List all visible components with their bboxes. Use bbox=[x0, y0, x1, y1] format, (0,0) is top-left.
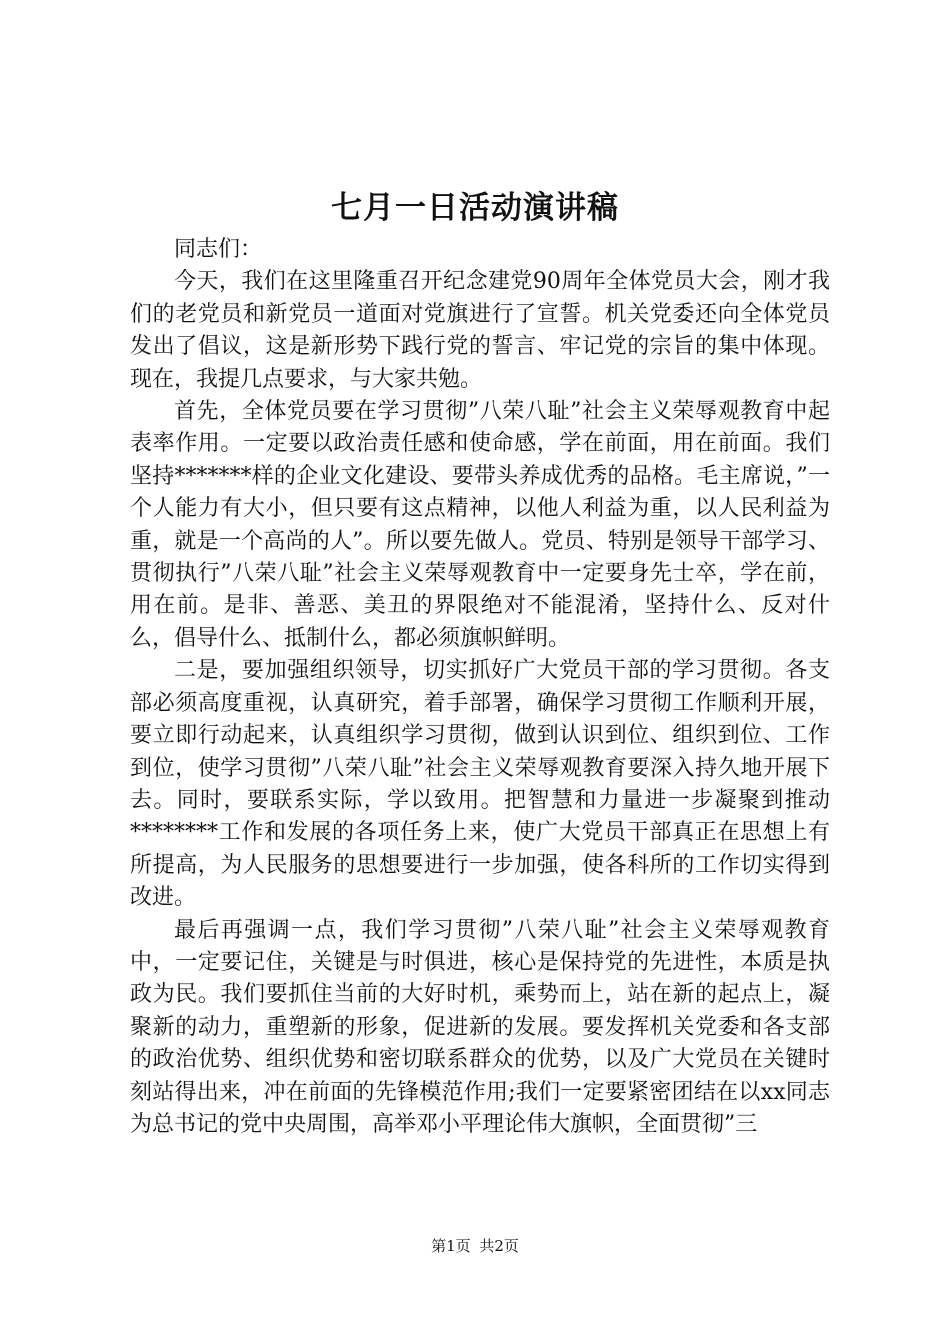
salutation-paragraph: 同志们： bbox=[174, 237, 263, 262]
document-body bbox=[130, 234, 830, 1141]
page-footer: 第1页 共2页 bbox=[431, 1237, 519, 1255]
second-point-paragraph: 二是，要加强组织领导，切实抓好广大党员干部的学习贯彻。各支部必须高度重视，认真研究，着手部署，确保学习贯彻工作顺利开展，要立即行动起来，认真组织学习贯彻，做到认识到位、组织到位、工作到位，使学习贯彻”八荣八耻”社会主义荣辱观教育要深入持久地开展下去。同时，要联系实际，学以致用。把智慧和力量进一步凝聚到推动********工作和发展的各项任务上来，使广大党员干部真正在思想上有所提高，为人民服务的思想要进行一步加强，使各科所的工作切实得到改进。 bbox=[130, 658, 830, 911]
intro-paragraph: 今天，我们在这里隆重召开纪念建党90周年全体党员大会，刚才我们的老党员和新党员一道面对党旗进行了宣誓。机关党委还向全体党员发出了倡议，这是新形势下践行党的誓言、牢记党的宗旨的集中体现。现在，我提几点要求，与大家共勉。 bbox=[130, 269, 830, 392]
final-point-paragraph: 最后再强调一点，我们学习贯彻”八荣八耻”社会主义荣辱观教育中，一定要记住，关键是与时俱进，核心是保持党的先进性，本质是执政为民。我们要抓住当前的大好时机，乘势而上，站在新的起点上，凝聚新的动力，重塑新的形象，促进新的发展。要发挥机关党委和各支部的政治优势、组织优势和密切联系群众的优势，以及广大党员在关键时刻站得出来，冲在前面的先锋模范作用;我们一定要紧密团结在以xx同志为总书记的党中央周围，高举邓小平理论伟大旗帜，全面贯彻”三 bbox=[130, 917, 830, 1137]
first-point-paragraph: 首先，全体党员要在学习贯彻”八荣八耻”社会主义荣辱观教育中起表率作用。一定要以政治责任感和使命感，学在前面，用在前面。我们坚持*******样的企业文化建设、要带头养成优秀的品格。毛主席说，”一个人能力有大小，但只要有这点精神，以他人利益为重，以人民利益为重，就是一个高尚的人”。所以要先做人。党员、特别是领导干部学习、贯彻执行”八荣八耻”社会主义荣辱观教育中一定要身先士卒，学在前，用在前。是非、善恶、美丑的界限绝对不能混淆，坚持什么、反对什么，倡导什么、抵制什么，都必须旗帜鲜明。 bbox=[130, 399, 830, 651]
document-title: 七月一日活动演讲稿 bbox=[331, 190, 619, 226]
